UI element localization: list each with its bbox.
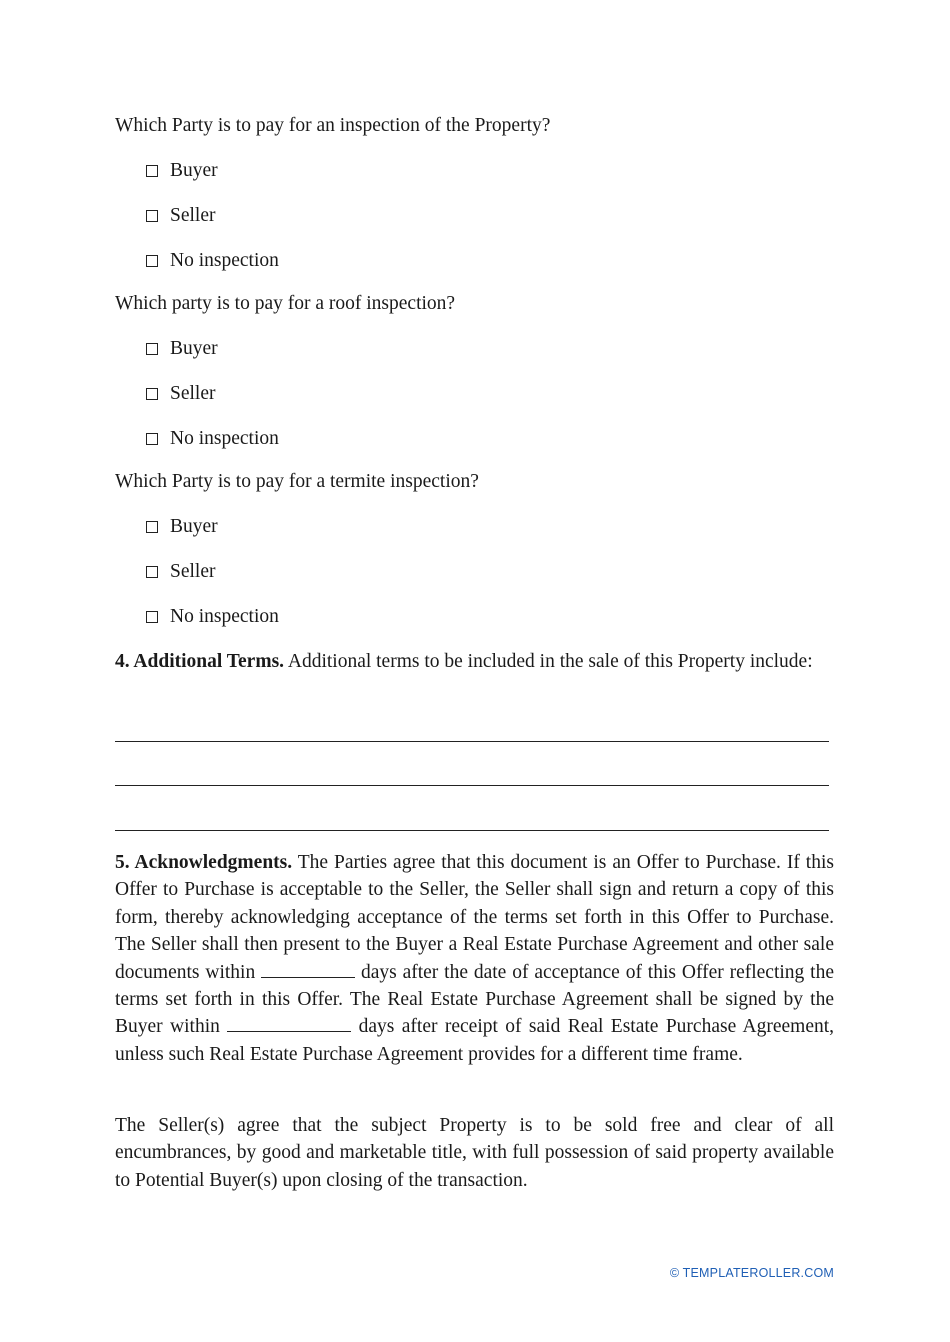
option-roof-none[interactable] <box>146 428 279 450</box>
checkbox-icon[interactable] <box>146 388 158 400</box>
checkbox-icon[interactable] <box>146 255 158 267</box>
checkbox-icon[interactable] <box>146 210 158 222</box>
checkbox-icon[interactable] <box>146 566 158 578</box>
option-termite-none[interactable] <box>146 606 279 628</box>
question-termite-inspection: Which Party is to pay for a termite inspection? <box>115 471 479 492</box>
option-inspection-buyer[interactable] <box>146 160 218 182</box>
option-inspection-none[interactable] <box>146 250 279 272</box>
option-termite-buyer[interactable] <box>146 516 218 538</box>
question-inspection: Which Party is to pay for an inspection of the Property? <box>115 115 551 136</box>
section-additional-terms <box>115 648 834 675</box>
footer-copyright[interactable]: © TEMPLATEROLLER.COM <box>669 1266 834 1280</box>
section-text: The Parties agree that this document is an Offer to Purchase. If this Offer to Purchase is acceptable to the Seller, the Seller shall sign and return a copy of this form, thereby acknowledging acceptance of the terms set forth in this Offer to Purchase. The Seller shall then present to the Buyer a Real Estate Purchase Agreement and other sale documents within <box>115 852 834 983</box>
blank-line[interactable] <box>115 785 829 786</box>
option-label: Buyer <box>170 516 218 537</box>
days-blank-field[interactable] <box>261 959 355 978</box>
option-label: Buyer <box>170 160 218 181</box>
option-label: No inspection <box>170 606 279 627</box>
section-heading: 5. Acknowledgments. <box>115 852 293 873</box>
days-blank-field[interactable] <box>227 1013 351 1032</box>
checkbox-icon[interactable] <box>146 521 158 533</box>
paragraph-free-and-clear: The Seller(s) agree that the subject Property is to be sold free and clear of all encumbrances, by good and marketable title, with full possession of said property available to Potential Buyer(s) upon closing of the transaction. <box>115 1115 834 1191</box>
option-label: No inspection <box>170 250 279 271</box>
checkbox-icon[interactable] <box>146 343 158 355</box>
option-label: Seller <box>170 561 216 582</box>
checkbox-icon[interactable] <box>146 433 158 445</box>
blank-line[interactable] <box>115 741 829 742</box>
option-label: Seller <box>170 205 216 226</box>
option-label: Seller <box>170 383 216 404</box>
option-label: Buyer <box>170 338 218 359</box>
checkbox-icon[interactable] <box>146 611 158 623</box>
question-roof-inspection: Which party is to pay for a roof inspection? <box>115 293 456 314</box>
section-text: Additional terms to be included in the sale of this Property include: <box>287 651 813 672</box>
section-acknowledgments <box>115 849 834 1068</box>
option-roof-seller[interactable] <box>146 383 215 405</box>
option-inspection-seller[interactable] <box>146 205 215 227</box>
section-text: days after receipt of said Real Estate Purchase Agreement, unless such Real Estate Purchase Agreement provides for a different time frame. <box>115 1016 835 1065</box>
option-label: No inspection <box>170 428 279 449</box>
option-termite-seller[interactable] <box>146 561 215 583</box>
option-roof-buyer[interactable] <box>146 338 218 360</box>
section-heading: 4. Additional Terms. <box>115 651 285 672</box>
blank-line[interactable] <box>115 830 829 831</box>
section-text: days after the date of acceptance of this Offer reflecting the terms set forth in this Offer. The Real Estate Purchase Agreement shall be signed by the Buyer within <box>115 961 834 1038</box>
checkbox-icon[interactable] <box>146 165 158 177</box>
